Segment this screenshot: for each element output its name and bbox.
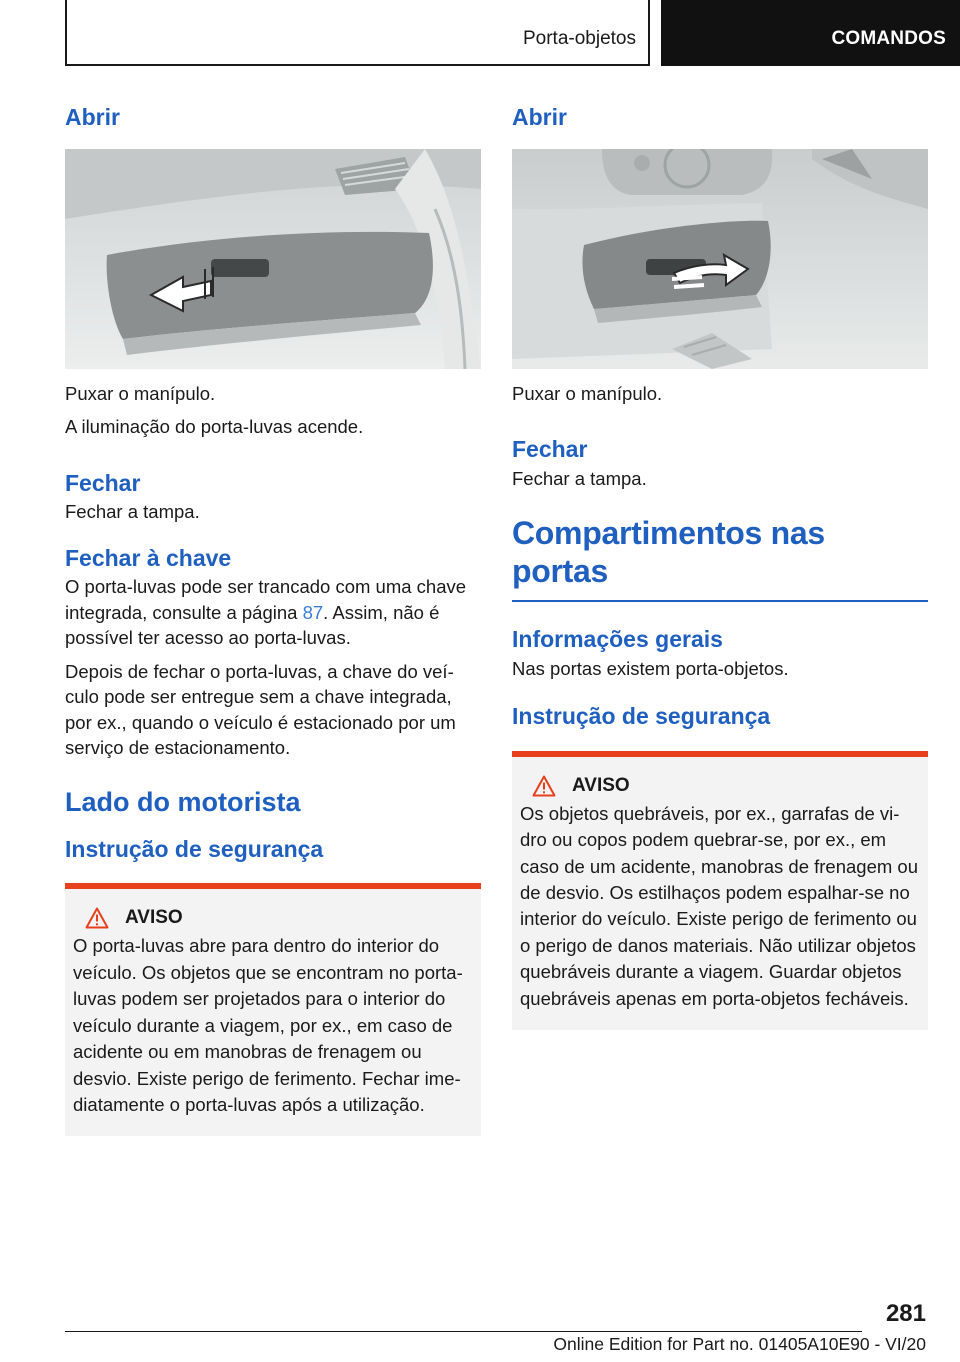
page-number: 281 [885, 1300, 926, 1327]
right-warning-box [512, 751, 928, 1030]
left-close-heading: Fechar [65, 469, 141, 496]
doors-heading-line-2: portas [512, 552, 608, 589]
left-warning-box [65, 883, 481, 1136]
left-lock-paragraph-2: Depois de fechar o porta-luvas, a chave do veículo pode ser entregue sem a chave integrada, por ex., quando o veículo é estacionado por um serviço de estacionamento. [65, 660, 456, 759]
right-info-text: Nas portas existem porta-objetos. [512, 657, 789, 679]
header-chapter-title: COMANDOS [831, 28, 946, 49]
right-warning-text: Os objetos quebráveis, por ex., garrafas de vidro ou copos podem quebrar-se, por ex., em caso de um acidente, manobras de frenagem ou de desvio. Os estilhaços podem espalhar-se no interior do veículo. Existe perigo de ferimento ou o perigo de danos materiais. Não utilizar objetos quebráveis durante a viagem. Guardar objetos quebráveis apenas em porta-objetos fecháveis. [520, 802, 918, 1009]
left-lock-paragraph [65, 574, 481, 651]
right-close-step: Fechar a tampa. [512, 467, 647, 489]
glovebox-driver-photo [512, 149, 928, 369]
header-right-rule [648, 0, 650, 66]
left-close-step: Fechar a tampa. [65, 501, 200, 523]
right-open-heading: Abrir [512, 104, 567, 130]
page-87-link[interactable]: 87 [302, 601, 324, 623]
left-column [65, 104, 481, 1136]
left-lock-text-start: O porta-luvas pode ser trancado com uma chave integrada, consulte a página [65, 576, 467, 623]
left-warning-title: AVISO [125, 907, 183, 929]
right-warning-header [532, 775, 920, 797]
footer-edition: Online Edition for Part no. 01405A10E90 - VI/20 [553, 1334, 926, 1354]
left-warning-text: O porta-luvas abre para dentro do interior do veículo. Os objetos que se encontram no porta-luvas podem ser projetados para o interior do veículo durante a viagem, por ex., em caso de acidente ou em manobras de frenagem ou desvio. Existe perigo de ferimento. Fechar imediatamente o porta-luvas após a utilização. [73, 935, 463, 1115]
doors-heading-line-1: Compartimentos nas [512, 515, 825, 552]
right-open-step: Puxar o manípulo. [512, 382, 663, 404]
left-lock-heading: Fechar à chave [65, 544, 232, 571]
doors-heading-rule [512, 600, 928, 602]
right-close-heading: Fechar [512, 436, 588, 463]
header-underline [65, 64, 650, 66]
left-safety-heading: Instrução de segurança [65, 835, 324, 862]
header-section-title: Porta-objetos [522, 28, 636, 49]
glovebox-driver-illustration [512, 149, 928, 369]
doors-chapter-heading [512, 515, 928, 590]
left-warning-header [85, 907, 473, 929]
left-open-result: A iluminação do porta-luvas acende. [65, 416, 364, 438]
warning-triangle-icon [85, 907, 109, 929]
footer-rule [65, 1331, 862, 1332]
right-safety-heading: Instrução de segurança [512, 703, 771, 730]
right-column [512, 104, 928, 1030]
warning-triangle-icon [532, 775, 556, 797]
left-open-step: Puxar o manípulo. [65, 382, 216, 404]
left-driver-heading: Lado do motorista [65, 786, 301, 817]
header-left-rule [65, 0, 67, 66]
glovebox-passenger-illustration [65, 149, 481, 369]
left-open-heading: Abrir [65, 104, 120, 130]
right-warning-title: AVISO [572, 774, 630, 796]
right-info-heading: Informações gerais [512, 626, 723, 653]
glovebox-passenger-photo [65, 149, 481, 369]
left-lock-text-end: . Assim, não é possível ter acesso ao porta-luvas. [65, 601, 440, 649]
